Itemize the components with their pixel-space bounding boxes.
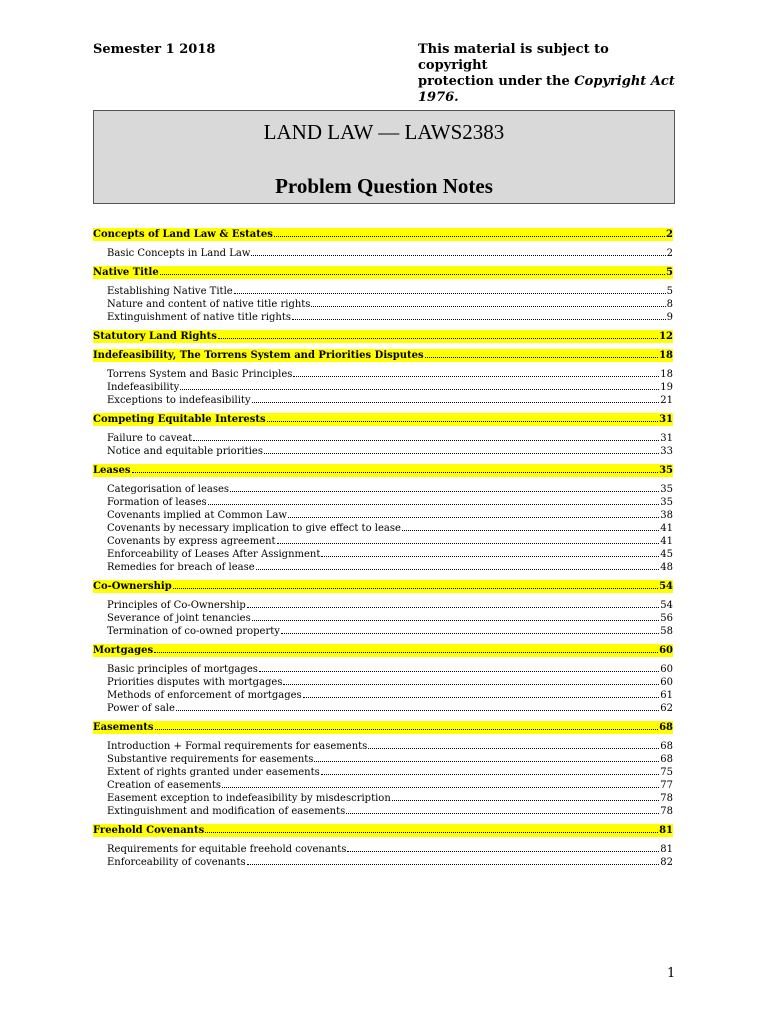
toc-entry-page: 61 <box>660 690 673 701</box>
dot-leader <box>173 580 658 589</box>
toc-section[interactable] <box>93 349 673 362</box>
toc-entry-label: Notice and equitable priorities <box>107 446 263 457</box>
toc-entry-label: Extinguishment of native title rights <box>107 312 292 323</box>
toc-entry-label: Co-Ownership <box>93 581 172 592</box>
dot-leader <box>425 349 658 358</box>
dot-leader <box>155 721 659 730</box>
copyright-notice <box>418 42 678 106</box>
toc-entry-label: Covenants by express agreement <box>107 536 276 547</box>
toc-entry-label: Easements <box>93 722 154 733</box>
toc-subsection[interactable] <box>93 368 673 381</box>
toc-entry-label: Requirements for equitable freehold covenants <box>107 844 347 855</box>
dot-leader <box>160 266 665 275</box>
dot-leader <box>274 228 665 237</box>
toc-subsection[interactable] <box>93 740 673 753</box>
toc-entry-page: 41 <box>660 536 673 547</box>
title-box <box>93 110 675 204</box>
toc-entry-page: 82 <box>660 857 673 868</box>
toc-entry-label: Basic principles of mortgages <box>107 664 258 675</box>
toc-entry-label: Formation of leases <box>107 497 207 508</box>
toc-entry-page: 58 <box>660 626 673 637</box>
toc-entry-page: 9 <box>666 312 673 323</box>
dot-leader <box>251 247 665 256</box>
dot-leader <box>256 561 660 570</box>
toc-subsection[interactable] <box>93 689 673 702</box>
toc-entry-page: 60 <box>659 645 673 656</box>
toc-entry-page: 68 <box>660 741 673 752</box>
toc-subsection[interactable] <box>93 509 673 522</box>
toc-subsection[interactable] <box>93 753 673 766</box>
toc-entry-label: Covenants by necessary implication to give effect to lease <box>107 523 401 534</box>
dot-leader <box>193 432 659 441</box>
toc-entry-label: Leases <box>93 465 131 476</box>
dot-leader <box>259 663 659 672</box>
toc-subsection[interactable] <box>93 805 673 818</box>
toc-entry-label: Principles of Co-Ownership <box>107 600 246 611</box>
dot-leader <box>346 805 659 814</box>
toc-entry-page: 60 <box>660 664 673 675</box>
toc-entry-page: 81 <box>660 844 673 855</box>
toc-entry-label: Categorisation of leases <box>107 484 230 495</box>
semester-label: Semester 1 2018 <box>93 42 216 57</box>
toc-subsection[interactable] <box>93 445 673 458</box>
toc-entry-page: 18 <box>659 350 673 361</box>
toc-subsection[interactable] <box>93 702 673 715</box>
toc-entry-page: 19 <box>660 382 673 393</box>
dot-leader <box>293 368 659 377</box>
dot-leader <box>347 843 659 852</box>
toc-entry-page: 35 <box>660 497 673 508</box>
toc-entry-page: 77 <box>660 780 673 791</box>
toc-entry-label: Priorities disputes with mortgages <box>107 677 283 688</box>
dot-leader <box>154 644 658 653</box>
copyright-line2-prefix: protection under the <box>418 74 575 89</box>
toc-section[interactable] <box>93 824 673 837</box>
toc-entry-page: 38 <box>660 510 673 521</box>
toc-subsection[interactable] <box>93 625 673 638</box>
toc-entry-page: 78 <box>660 793 673 804</box>
toc-entry-page: 54 <box>659 581 673 592</box>
toc-entry-page: 35 <box>660 484 673 495</box>
toc-subsection[interactable] <box>93 394 673 407</box>
toc-subsection[interactable] <box>93 766 673 779</box>
toc-entry-page: 75 <box>660 767 673 778</box>
toc-entry-page: 5 <box>666 267 673 278</box>
toc-entry-page: 21 <box>660 395 673 406</box>
toc-entry-label: Power of sale <box>107 703 175 714</box>
toc-section[interactable] <box>93 228 673 241</box>
toc-entry-label: Easement exception to indefeasibility by misdescription <box>107 793 391 804</box>
toc-subsection[interactable] <box>93 856 673 869</box>
document-subtitle: Problem Question Notes <box>275 174 493 198</box>
toc-section[interactable] <box>93 721 673 734</box>
toc-entry-page: 60 <box>660 677 673 688</box>
toc-section[interactable] <box>93 644 673 657</box>
dot-leader <box>252 612 660 621</box>
toc-entry-page: 8 <box>666 299 673 310</box>
dot-leader <box>281 625 659 634</box>
dot-leader <box>311 298 665 307</box>
toc-entry-page: 81 <box>659 825 673 836</box>
toc-section[interactable] <box>93 266 673 279</box>
toc-entry-label: Nature and content of native title rights <box>107 299 311 310</box>
course-title: LAND LAW — LAWS2383 <box>263 120 505 144</box>
toc-entry-page: 18 <box>660 369 673 380</box>
toc-subsection[interactable] <box>93 663 673 676</box>
dot-leader <box>277 535 660 544</box>
toc-entry-label: Extent of rights granted under easements <box>107 767 320 778</box>
toc-entry-page: 12 <box>659 331 673 342</box>
toc-entry-label: Native Title <box>93 267 159 278</box>
toc-entry-label: Severance of joint tenancies <box>107 613 251 624</box>
toc-section[interactable] <box>93 580 673 593</box>
dot-leader <box>292 311 666 320</box>
toc-entry-label: Covenants implied at Common Law <box>107 510 287 521</box>
dot-leader <box>208 496 660 505</box>
dot-leader <box>218 330 658 339</box>
toc-entry-label: Enforceability of Leases After Assignment <box>107 549 321 560</box>
toc-subsection[interactable] <box>93 612 673 625</box>
toc-entry-page: 68 <box>659 722 673 733</box>
toc-entry-label: Creation of easements <box>107 780 221 791</box>
toc-entry-page: 2 <box>666 229 673 240</box>
toc-entry-page: 78 <box>660 806 673 817</box>
toc-subsection[interactable] <box>93 535 673 548</box>
toc-entry-page: 31 <box>659 414 673 425</box>
dot-leader <box>368 740 659 749</box>
copyright-year: 1976. <box>418 90 459 105</box>
toc-entry-label: Substantive requirements for easements <box>107 754 314 765</box>
toc-entry-label: Mortgages <box>93 645 154 656</box>
dot-leader <box>267 413 658 422</box>
copyright-line1: This material is subject to copyright <box>418 42 609 73</box>
toc-subsection[interactable] <box>93 843 673 856</box>
toc-subsection[interactable] <box>93 285 673 298</box>
copyright-act: Copyright Act <box>574 74 675 89</box>
toc-entry-label: Torrens System and Basic Principles <box>107 369 293 380</box>
toc-entry-page: 31 <box>660 433 673 444</box>
dot-leader <box>314 753 659 762</box>
toc-subsection[interactable] <box>93 247 673 260</box>
toc-entry-label: Introduction + Formal requirements for easements <box>107 741 368 752</box>
toc-entry-label: Termination of co-owned property <box>107 626 280 637</box>
toc-subsection[interactable] <box>93 522 673 535</box>
table-of-contents <box>93 228 673 869</box>
dot-leader <box>205 824 658 833</box>
toc-entry-label: Methods of enforcement of mortgages <box>107 690 302 701</box>
dot-leader <box>321 548 659 557</box>
dot-leader <box>132 464 659 473</box>
toc-subsection[interactable] <box>93 779 673 792</box>
toc-entry-page: 33 <box>660 446 673 457</box>
dot-leader <box>247 599 659 608</box>
toc-entry-label: Concepts of Land Law & Estates <box>93 229 273 240</box>
toc-subsection[interactable] <box>93 311 673 324</box>
toc-entry-label: Remedies for breach of lease <box>107 562 255 573</box>
toc-section[interactable] <box>93 330 673 343</box>
toc-entry-page: 45 <box>660 549 673 560</box>
toc-entry-page: 54 <box>660 600 673 611</box>
toc-entry-label: Basic Concepts in Land Law <box>107 248 251 259</box>
toc-subsection[interactable] <box>93 298 673 311</box>
dot-leader <box>264 445 659 454</box>
dot-leader <box>247 856 660 865</box>
toc-entry-page: 2 <box>666 248 673 259</box>
toc-entry-label: Indefeasibility <box>107 382 180 393</box>
toc-entry-label: Freehold Covenants <box>93 825 205 836</box>
page-number: 1 <box>667 966 676 981</box>
toc-entry-label: Exceptions to indefeasibility <box>107 395 251 406</box>
toc-entry-page: 56 <box>660 613 673 624</box>
toc-subsection[interactable] <box>93 483 673 496</box>
toc-subsection[interactable] <box>93 561 673 574</box>
toc-entry-label: Competing Equitable Interests <box>93 414 266 425</box>
toc-section[interactable] <box>93 464 673 477</box>
toc-entry-page: 5 <box>666 286 673 297</box>
dot-leader <box>283 676 659 685</box>
dot-leader <box>303 689 660 698</box>
dot-leader <box>230 483 659 492</box>
toc-entry-label: Extinguishment and modification of easements <box>107 806 346 817</box>
dot-leader <box>222 779 659 788</box>
toc-entry-label: Indefeasibility, The Torrens System and Priorities Disputes <box>93 350 424 361</box>
dot-leader <box>288 509 659 518</box>
dot-leader <box>176 702 659 711</box>
toc-subsection[interactable] <box>93 432 673 445</box>
toc-entry-label: Statutory Land Rights <box>93 331 217 342</box>
toc-entry-page: 62 <box>660 703 673 714</box>
toc-entry-page: 68 <box>660 754 673 765</box>
toc-entry-page: 41 <box>660 523 673 534</box>
toc-entry-label: Failure to caveat <box>107 433 193 444</box>
dot-leader <box>321 766 660 775</box>
toc-entry-page: 48 <box>660 562 673 573</box>
toc-subsection[interactable] <box>93 496 673 509</box>
toc-subsection[interactable] <box>93 676 673 689</box>
dot-leader <box>392 792 660 801</box>
toc-entry-label: Establishing Native Title <box>107 286 233 297</box>
toc-entry-label: Enforceability of covenants <box>107 857 246 868</box>
dot-leader <box>234 285 666 294</box>
toc-subsection[interactable] <box>93 792 673 805</box>
dot-leader <box>180 381 659 390</box>
toc-subsection[interactable] <box>93 548 673 561</box>
toc-section[interactable] <box>93 413 673 426</box>
toc-subsection[interactable] <box>93 599 673 612</box>
toc-entry-page: 35 <box>659 465 673 476</box>
toc-subsection[interactable] <box>93 381 673 394</box>
dot-leader <box>252 394 660 403</box>
dot-leader <box>402 522 659 531</box>
